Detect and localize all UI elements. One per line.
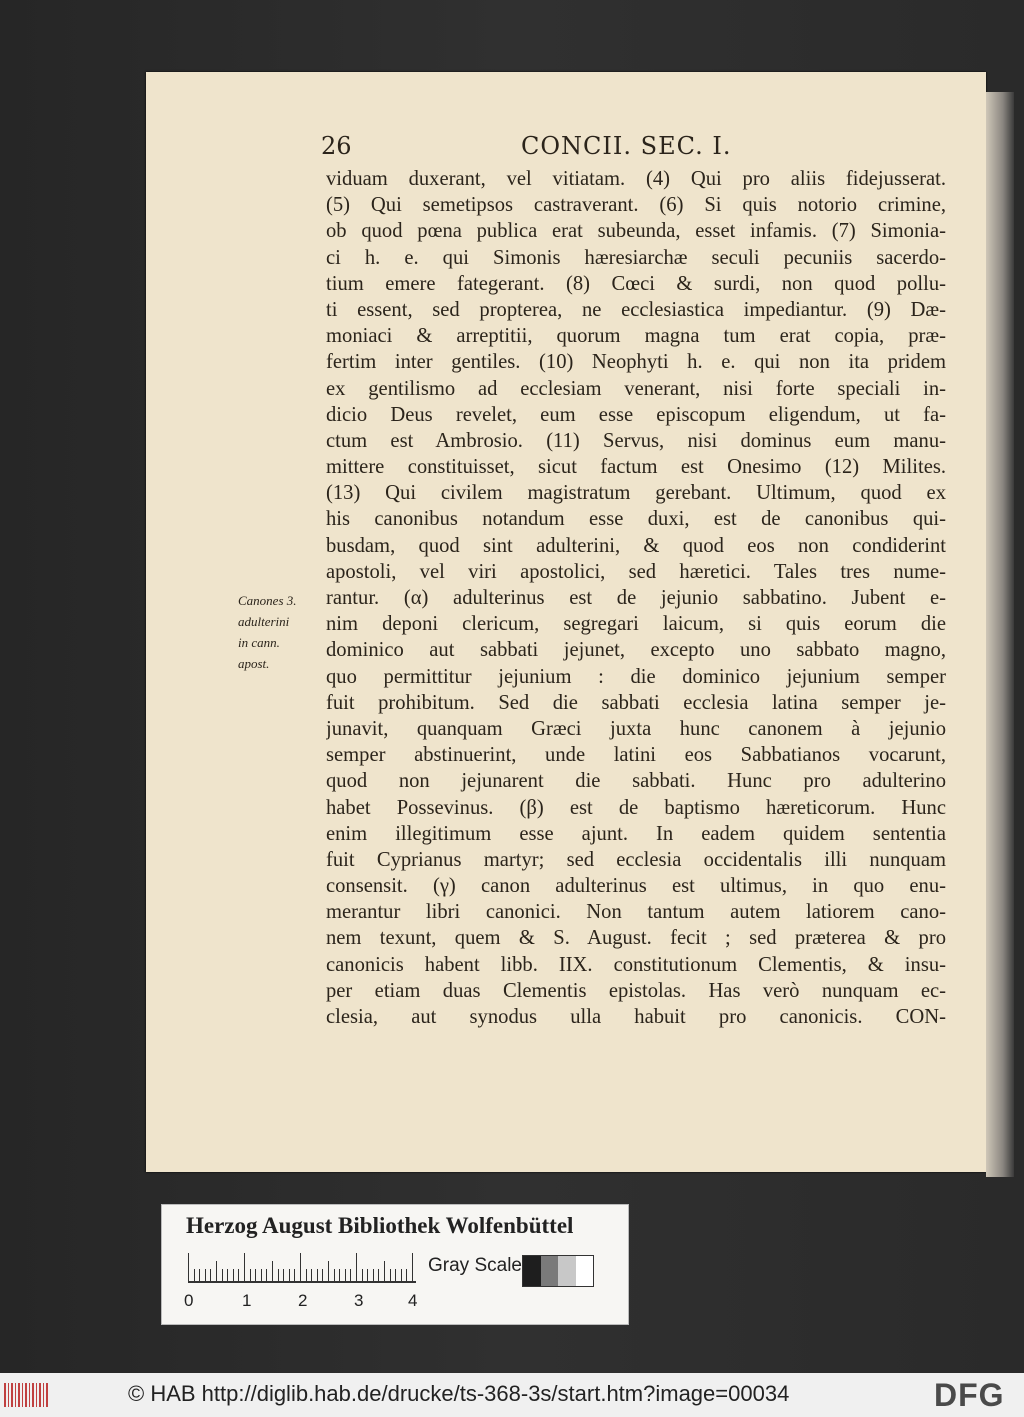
- text-line: fuit Cyprianus martyr; sed ecclesia occidentalis illi nunquam: [326, 848, 946, 871]
- text-line: dominico aut sabbati jejunet, excepto uno sabbato magno,: [326, 639, 946, 662]
- margin-note-line: in cann.: [238, 635, 280, 650]
- margin-note: [238, 590, 297, 674]
- ruler-tick: [300, 1253, 301, 1281]
- gray-scale-label: Gray Scale: [428, 1255, 522, 1276]
- ruler-tick: [283, 1269, 284, 1281]
- ruler-tick: [356, 1253, 357, 1281]
- text-line: apostoli, vel viri apostolici, sed hæretici. Tales tres nume-: [326, 560, 946, 583]
- copyright-link[interactable]: © HAB http://diglib.hab.de/drucke/ts-368-3s/start.htm?image=00034: [128, 1381, 790, 1406]
- ruler-tick: [350, 1269, 351, 1281]
- ruler-tick: [222, 1269, 223, 1281]
- ruler-tick: [339, 1269, 340, 1281]
- ruler-tick: [233, 1269, 234, 1281]
- ruler-tick: [334, 1269, 335, 1281]
- book-page: [146, 72, 986, 1172]
- text-line: dicio Deus revelet, eum esse episcopum eligendum, ut fa-: [326, 403, 946, 426]
- barcode-icon: [4, 1383, 48, 1407]
- gray-swatch: [541, 1256, 559, 1286]
- ruler-tick: [272, 1261, 273, 1281]
- ruler-tick: [261, 1269, 262, 1281]
- ruler-tick: [194, 1269, 195, 1281]
- ruler-tick: [328, 1261, 329, 1281]
- text-line: tium emere fategerant. (8) Cœci & surdi, non quod pollu-: [326, 272, 946, 295]
- text-line: nim deponi clericum, segregari laicum, si quis eorum die: [326, 613, 946, 636]
- ruler-tick: [401, 1269, 402, 1281]
- ruler-tick: [406, 1269, 407, 1281]
- text-line: rantur. (α) adulterinus est de jejunio sabbatino. Jubent e-: [326, 587, 946, 609]
- ruler-tick: [384, 1261, 385, 1281]
- text-line: quod non jejunarent die sabbati. Hunc pro adulterino: [326, 770, 946, 793]
- gray-scale-swatches: [522, 1255, 594, 1287]
- ruler-tick: [294, 1269, 295, 1281]
- text-line: his canonibus notandum esse duxi, est de canonibus qui-: [326, 508, 946, 531]
- text-line: consensit. (γ) canon adulterinus est ultimus, in quo enu-: [326, 875, 946, 898]
- library-name: Herzog August Bibliothek Wolfenbüttel: [186, 1213, 574, 1238]
- text-line: enim illegitimum esse ajunt. In eadem quidem sententia: [326, 822, 946, 845]
- ruler-tick: [216, 1261, 217, 1281]
- ruler-tick: [317, 1269, 318, 1281]
- ruler-tick: [322, 1269, 323, 1281]
- dfg-logo: DFG: [934, 1377, 1005, 1413]
- gray-swatch: [558, 1256, 576, 1286]
- gray-swatch: [576, 1256, 594, 1286]
- ruler-number: 0: [184, 1291, 194, 1310]
- text-line: ci h. e. qui Simonis hæresiarchæ seculi pecuniis sacerdo-: [326, 246, 946, 269]
- text-line: semper abstinuerint, unde latini eos Sabbatianos vocarunt,: [326, 744, 946, 767]
- margin-note-line: apost.: [238, 656, 270, 671]
- ruler-tick: [199, 1269, 200, 1281]
- ruler-number: 1: [242, 1291, 252, 1310]
- ruler-tick: [373, 1269, 374, 1281]
- text-line: (5) Qui semetipsos castraverant. (6) Si quis notorio crimine,: [326, 194, 946, 217]
- text-line: quo permittitur jejunium : die dominico jejunium semper: [326, 665, 946, 688]
- margin-note-line: Canones 3.: [238, 593, 297, 608]
- text-line: ob quod pœna publica erat subeunda, esset infamis. (7) Simonia-: [326, 220, 946, 243]
- ruler-number: 2: [298, 1291, 308, 1310]
- ruler-tick: [210, 1269, 211, 1281]
- text-line: moniaci & arreptitii, quorum magna tum erat copia, præ-: [326, 325, 946, 348]
- ruler-tick: [345, 1269, 346, 1281]
- text-line: nem texunt, quem & S. August. fecit ; sed præterea & pro: [326, 927, 946, 950]
- ruler-tick: [255, 1269, 256, 1281]
- ruler-tick: [311, 1269, 312, 1281]
- text-line: canonicis habent libb. IIX. constitutionum Clementis, & insu-: [326, 953, 946, 976]
- text-line: ti essent, sed propterea, ne ecclesiastica impediantur. (9) Dæ-: [326, 298, 946, 321]
- text-line: fertim inter gentiles. (10) Neophyti h. e. qui non ita pridem: [326, 351, 946, 374]
- text-line: mittere constituisset, sicut factum est Onesimo (12) Milites.: [326, 456, 946, 479]
- text-line: habet Possevinus. (β) est de baptismo hæreticorum. Hunc: [326, 796, 946, 819]
- text-line: ctum est Ambrosio. (11) Servus, nisi dominus eum manu-: [326, 429, 946, 452]
- text-line: ex gentilismo ad ecclesiam venerant, nisi forte speciali in-: [326, 377, 946, 400]
- ruler-tick: [289, 1269, 290, 1281]
- gray-swatch: [523, 1256, 541, 1286]
- ruler-tick: [266, 1269, 267, 1281]
- text-line: busdam, quod sint adulterini, & quod eos non condiderint: [326, 534, 946, 557]
- ruler-tick: [395, 1269, 396, 1281]
- ruler-tick: [367, 1269, 368, 1281]
- text-line: per etiam duas Clementis epistolas. Has verò nunquam ec-: [326, 979, 946, 1002]
- ruler-tick: [188, 1253, 189, 1281]
- footer-bar: [0, 1373, 1024, 1417]
- page-text: [326, 166, 946, 1030]
- page-edge: [986, 92, 1014, 1177]
- ruler-tick: [278, 1269, 279, 1281]
- ruler-tick: [205, 1269, 206, 1281]
- text-line: merantur libri canonici. Non tantum autem latiorem cano-: [326, 901, 946, 924]
- text-line: junavit, quanquam Græci juxta hunc canonem à jejunio: [326, 717, 946, 740]
- ruler-tick: [362, 1269, 363, 1281]
- margin-note-line: adulterini: [238, 614, 290, 629]
- ruler-tick: [227, 1269, 228, 1281]
- ruler-tick: [244, 1253, 245, 1281]
- ruler-tick: [238, 1269, 239, 1281]
- ruler-tick: [378, 1269, 379, 1281]
- measurement-ruler: [188, 1251, 416, 1283]
- ruler-tick: [306, 1269, 307, 1281]
- page-number: 26: [321, 132, 352, 160]
- text-line: clesia, aut synodus ulla habuit pro canonicis. CON-: [326, 1006, 946, 1028]
- ruler-number: 4: [408, 1291, 418, 1310]
- ruler-tick: [250, 1269, 251, 1281]
- text-line: fuit prohibitum. Sed die sabbati ecclesia latina semper je-: [326, 691, 946, 714]
- ruler-number: 3: [354, 1291, 364, 1310]
- color-reference-card: [161, 1204, 629, 1325]
- text-line: (13) Qui civilem magistratum gerebant. Ultimum, quod ex: [326, 482, 946, 505]
- ruler-tick: [390, 1269, 391, 1281]
- running-title: CONCII. SEC. I.: [521, 132, 732, 160]
- text-line: viduam duxerant, vel vitiatam. (4) Qui pro aliis fidejusserat.: [326, 168, 946, 190]
- ruler-tick: [412, 1253, 413, 1281]
